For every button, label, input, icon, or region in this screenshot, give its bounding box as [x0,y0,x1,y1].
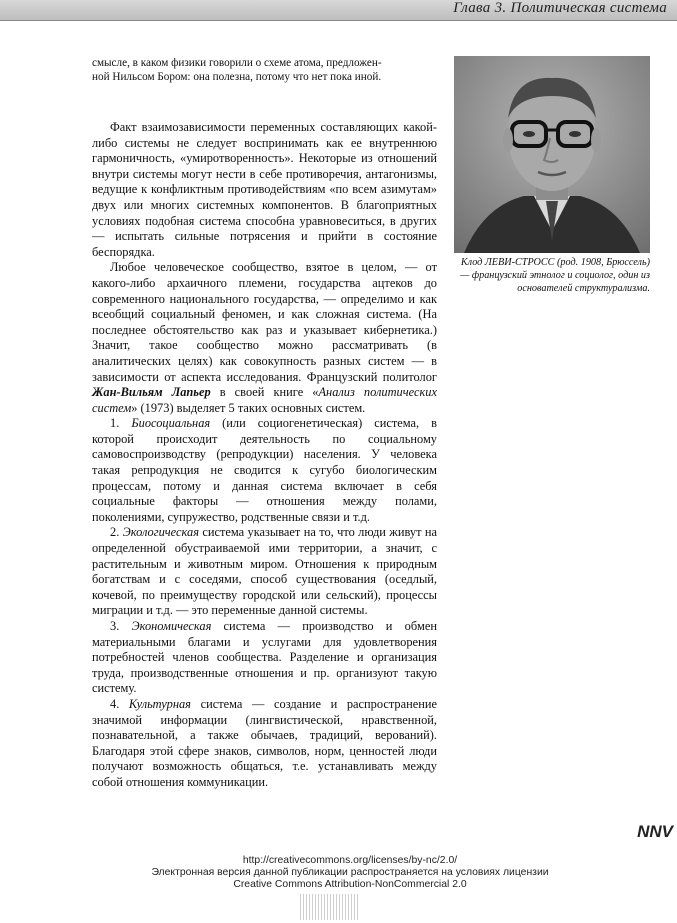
paragraph-cultural: 4. Культурная система — создание и распространение значимой информации (лингвистической, нравственной, познавательной, а также обычаев, традиций, верований). Благодаря этой сфере знаков, символов, норм, ценностей люди получают возможность общаться, т.е. устанавливать между собой отношения коммуникации. [92,696,437,789]
note-line: смысле, в каком физики говорили о схеме атома, предложен- [92,57,382,69]
footnote-continuation [92,56,437,84]
main-text-column [92,120,437,791]
author-name: Жан-Вильям Лапьер [92,385,211,400]
paragraph-economic: 3. Экономическая система — производство и обмен материальными благами и услугами для удовлетворения потребностей членов сообщества. Разделение и организация труда, производственные отношения и пр. организуют такую систему. [92,619,437,696]
caption-text: (род. 1908, Брюссель) — французский этнолог и социолог, один из основателей структурализма. [460,257,650,294]
license-footer [90,855,610,891]
license-line: Электронная версия данной публикации распространяется на условиях лицензии [151,867,549,878]
license-name: Creative Commons Attribution-NonCommercial 2.0 [233,879,467,890]
book-title: Анализ политических систем [92,385,437,415]
term-ecological: Экологическая [122,525,199,540]
running-head: Глава 3. Политическая система [453,0,667,16]
paragraph-interdependence: Факт взаимозависимости переменных составляющих какой-либо системы не следует воспринимать как ее внутреннюю гармоничность, «умиротворенность». Некоторые из отношений внутри системы могут нести в себе противоречия, антагонизмы, ведущие к конфликтным противодействиям «по всем азимутам» двух или многих системных компонентов. В благоприятных условиях подобная система способна уравновеситься, в других — испытать сильные потрясения и прийти в состояние беспорядка. [92,120,437,259]
photo-caption [454,256,650,295]
running-header-bar [0,0,677,21]
note-line: ной Нильсом Бором: она полезна, потому что нет пока иной. [92,71,382,83]
term-biosocial: Биосоциальная [131,416,211,431]
paragraph-biosocial: 1. Биосоциальная (или социогенетическая) система, в которой происходит деятельность по социальному самовоспроизводству (репродукции) населения. У человека такая репродукция не сводится к сугубо биологическим процессам, потому и данная система включает в себя социальные факторы — отношения между полами, поколениями, супружество, родственные связи и т.д. [92,416,438,524]
paragraph-ecological: 2. Экологическая система указывает на то, что люди живут на определенной обустраиваемой ими территории, а значит, с растительным и животным миром. Отношения к природным богатствам и с соседями, способ существования (оседлый, кочевой, по преимуществу городской или сельский), процессы миграции и т.д. — это переменные данной системы. [92,525,438,618]
scan-barcode [300,894,360,920]
paragraph-society: Любое человеческое сообщество, взятое в целом, — от какого-либо архаичного племени, государства ацтеков до современного национального государства, — определимо и как всеобщий социальный феномен, и как сложная система. (На последнее обстоятельство как раз и указывает кибернетика.) Значит, такое сообщество можно рассматривать (в аналитических целях) как совокупность разных систем — в зависимости от аспекта исследования. Французский политолог Жан-Вильям Лапьер в своей книге «Анализ политических систем» (1973) выделяет 5 таких основных систем. [92,260,437,415]
portrait-photo [454,56,650,253]
caption-name: Клод ЛЕВИ-СТРОСС [460,257,555,268]
license-url[interactable]: http://creativecommons.org/licenses/by-nc/2.0/ [242,855,458,866]
term-cultural: Культурная [128,696,191,711]
portrait-image [454,56,650,253]
term-economic: Экономическая [131,619,212,633]
watermark-nnv: NNV [637,822,673,841]
